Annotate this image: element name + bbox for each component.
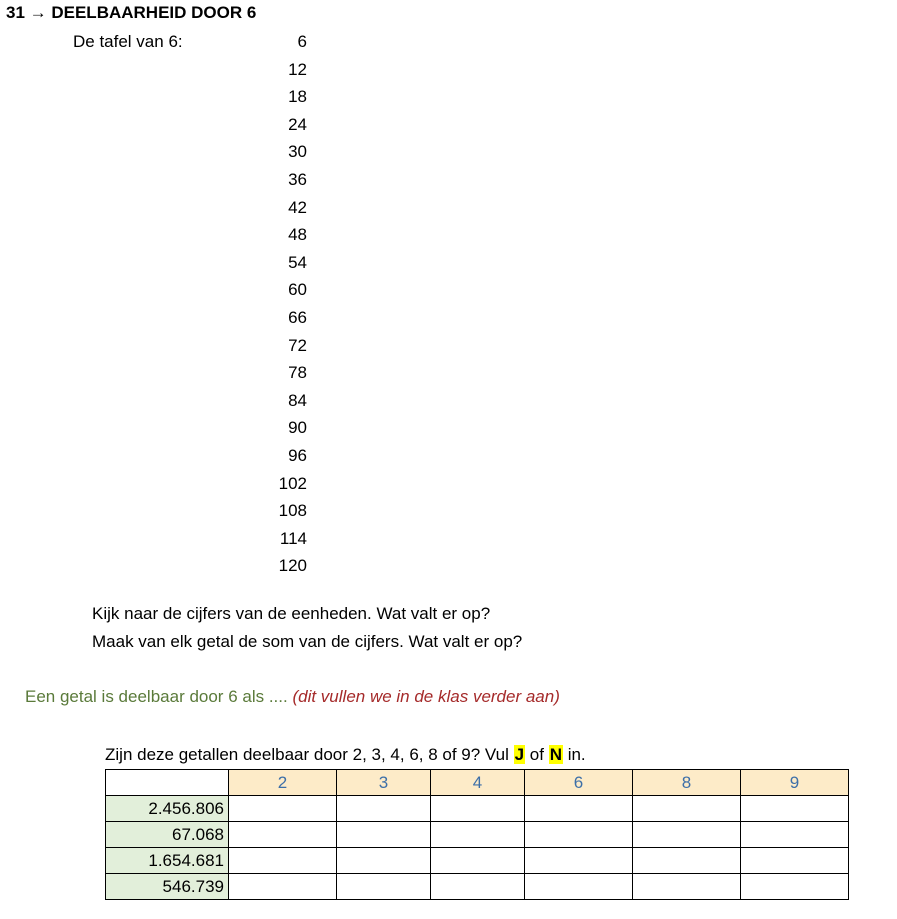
answer-cell[interactable] (741, 796, 849, 822)
answer-cell[interactable] (633, 874, 741, 900)
tafel-value: 30 (288, 142, 307, 162)
tafel-value: 90 (288, 418, 307, 438)
question-digit-sum: Maak van elk getal de som van de cijfers. Wat valt er op? (92, 632, 523, 651)
row-number: 546.739 (106, 874, 229, 900)
page-title: 31 → DEELBAARHEID DOOR 6 (6, 3, 257, 22)
tafel-value: 12 (288, 59, 307, 79)
tafel-value: 36 (288, 169, 307, 189)
answer-cell[interactable] (633, 848, 741, 874)
tafel-value: 72 (288, 335, 307, 355)
answer-cell[interactable] (525, 822, 633, 848)
answer-cell[interactable] (525, 796, 633, 822)
answer-cell[interactable] (337, 848, 431, 874)
tafel-value: 24 (288, 114, 307, 134)
table-row (106, 822, 849, 848)
answer-cell[interactable] (229, 796, 337, 822)
answer-cell[interactable] (525, 874, 633, 900)
table-row (106, 848, 849, 874)
tafel-value: 54 (288, 252, 307, 272)
answer-cell[interactable] (337, 874, 431, 900)
highlight-n: N (549, 745, 562, 764)
answer-cell[interactable] (431, 822, 525, 848)
table-corner-cell (106, 770, 229, 796)
header-divisor: 4 (431, 770, 525, 796)
instruction-before: Zijn deze getallen deelbaar door 2, 3, 4, 6, 8 of 9? Vul (105, 745, 514, 764)
highlight-j: J (514, 745, 525, 764)
rule-statement (25, 687, 560, 707)
header-divisor: 9 (741, 770, 849, 796)
header-divisor: 6 (525, 770, 633, 796)
tafel-value: 42 (288, 197, 307, 217)
answer-cell[interactable] (741, 874, 849, 900)
answer-cell[interactable] (431, 874, 525, 900)
answer-cell[interactable] (525, 848, 633, 874)
tafel-value: 120 (278, 556, 307, 576)
row-number: 1.654.681 (106, 848, 229, 874)
tafel-value: 66 (288, 307, 307, 327)
answer-cell[interactable] (633, 796, 741, 822)
row-number: 67.068 (106, 822, 229, 848)
header-divisor: 3 (337, 770, 431, 796)
question-units: Kijk naar de cijfers van de eenheden. Wat valt er op? (92, 604, 491, 623)
answer-cell[interactable] (229, 822, 337, 848)
table-header-row (106, 770, 849, 796)
table-instruction (105, 745, 586, 765)
answer-cell[interactable] (229, 874, 337, 900)
answer-cell[interactable] (431, 796, 525, 822)
tafel-value: 114 (279, 528, 307, 548)
instruction-mid: of (525, 745, 549, 764)
tafel-value: 60 (288, 280, 307, 300)
rule-red-text: (dit vullen we in de klas verder aan) (292, 687, 560, 706)
tafel-label: De tafel van 6: (73, 32, 183, 51)
answer-cell[interactable] (337, 822, 431, 848)
table-row (106, 796, 849, 822)
tafel-value: 108 (278, 501, 307, 521)
answer-cell[interactable] (431, 848, 525, 874)
tafel-list (250, 32, 307, 584)
divisibility-table (105, 769, 849, 900)
tafel-value: 78 (288, 363, 307, 383)
tafel-value: 48 (288, 225, 307, 245)
tafel-value: 18 (288, 87, 307, 107)
instruction-after: in. (562, 745, 586, 764)
tafel-value: 102 (278, 473, 307, 493)
answer-cell[interactable] (741, 848, 849, 874)
answer-cell[interactable] (633, 822, 741, 848)
tafel-value: 96 (288, 445, 307, 465)
tafel-value: 84 (288, 390, 307, 410)
table-row (106, 874, 849, 900)
row-number: 2.456.806 (106, 796, 229, 822)
answer-cell[interactable] (337, 796, 431, 822)
rule-green-text: Een getal is deelbaar door 6 als .... (25, 687, 288, 706)
answer-cell[interactable] (229, 848, 337, 874)
header-divisor: 8 (633, 770, 741, 796)
answer-cell[interactable] (741, 822, 849, 848)
tafel-value: 6 (297, 32, 307, 51)
header-divisor: 2 (229, 770, 337, 796)
